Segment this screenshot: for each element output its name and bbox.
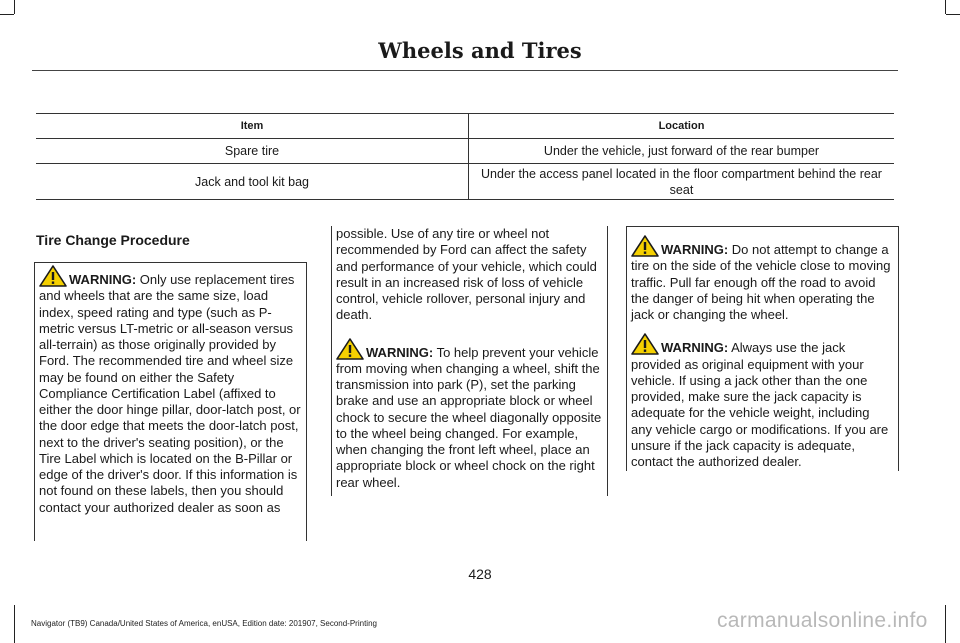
warning-text: Only use replacement tires and wheels that are the same size, load index, speed rating and type (such as P-metric versus LT-metric or all-season versus all-terrain) as those originally provided by Ford. The recommended tire and wheel size may be found on either the Safety Compliance Certification Label (affixed to either the door hinge pillar, door-latch post, or the door edge that meets the door-latch post, next to the driver's seating position), or the Tire Label which is located on the B-Pillar or edge of the driver's door. If this information is not found on these labels, then you should contact your authorized dealer as soon as — [39, 272, 301, 515]
table-cell: Spare tire — [36, 139, 469, 164]
warning-label: WARNING: — [661, 242, 729, 257]
table-header-location: Location — [469, 114, 895, 139]
table-row — [36, 164, 894, 200]
warning-box-traffic-jack — [626, 226, 899, 471]
watermark: carmanualsonline.info — [717, 609, 928, 632]
warning-text: Do not attempt to change a tire on the side of the vehicle close to moving traffic. Pull far enough off the road to avoid the danger of being hit when operating the jack or changing the wheel. — [631, 242, 891, 322]
table-row — [36, 139, 894, 164]
warning-text: Always use the jack provided as original equipment with your vehicle. If using a jack other than the one provided, make sure the jack capacity is adequate for the vehicle weight, including any vehicle cargo or modifications. If you are unsure if the jack capacity is adequate, contact the authorized dealer. — [631, 340, 889, 469]
warning-triangle-icon — [336, 338, 364, 360]
warning-box-continued — [331, 226, 608, 496]
table-header-row — [36, 114, 894, 139]
warning-triangle-icon — [631, 333, 659, 355]
crop-mark-bottom-right — [945, 605, 946, 643]
crop-mark-top-left-h — [0, 14, 14, 15]
warning-text: To help prevent your vehicle from moving when changing a wheel, shift the transmission into park (P), set the parking brake and use an appropriate block or wheel chock to secure the wheel diagonally opposite to the wheel being changed. For example, when changing the front left wheel, place an appropriate block or wheel chock on the right rear wheel. — [336, 344, 602, 490]
crop-mark-top-right-h — [946, 14, 960, 15]
table-cell: Under the vehicle, just forward of the rear bumper — [469, 139, 895, 164]
warning-label: WARNING: — [366, 344, 434, 360]
page-title: Wheels and Tires — [378, 38, 582, 63]
section-heading: Tire Change Procedure — [36, 232, 190, 248]
warning-box-replacement-tires — [34, 262, 307, 541]
warning-label: WARNING: — [661, 340, 729, 356]
crop-mark-bottom-left — [14, 605, 15, 643]
page-number: 428 — [468, 566, 492, 582]
edition-footer: Navigator (TB9) Canada/United States of America, enUSA, Edition date: 201907, Second-Printing — [31, 619, 377, 628]
warning-triangle-icon — [39, 265, 67, 287]
table-header-item: Item — [36, 114, 469, 139]
location-table — [36, 113, 894, 200]
warning-continuation-text: possible. Use of any tire or wheel not recommended by Ford can affect the safety and performance of your vehicle, which could result in an increased risk of loss of vehicle control, vehicle rollover, personal injury and death. — [336, 226, 597, 323]
table-cell: Jack and tool kit bag — [36, 164, 469, 200]
warning-triangle-icon — [631, 235, 659, 257]
title-divider — [32, 70, 898, 71]
crop-mark-top-right — [945, 0, 946, 14]
crop-mark-top-left — [14, 0, 15, 14]
table-cell: Under the access panel located in the floor compartment behind the rear seat — [469, 164, 895, 200]
warning-label: WARNING: — [69, 272, 137, 287]
